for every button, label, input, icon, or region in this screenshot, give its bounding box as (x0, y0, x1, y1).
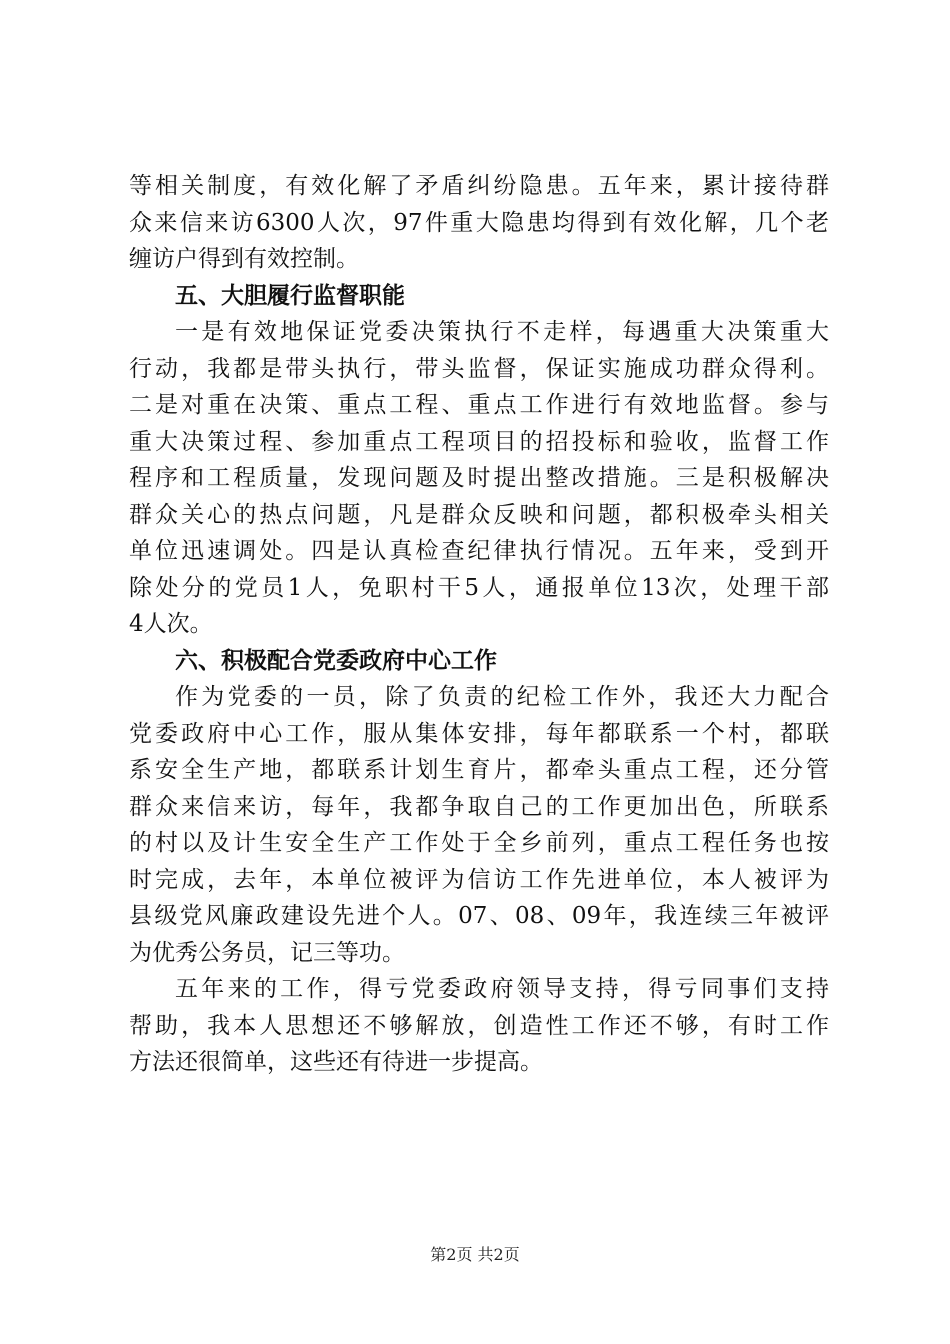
text-line: 程序和工程质量，发现问题及时提出整改措施。三是积极解决 (129, 465, 829, 491)
text-line: 为优秀公务员，记三等功。 (129, 939, 405, 966)
section-heading-six: 六、积极配合党委政府中心工作 (175, 647, 497, 674)
text-line: 群众来信来访，每年，我都争取自己的工作更加出色，所联系 (129, 793, 829, 820)
paragraph-supervision (129, 314, 829, 643)
text-line: 行动，我都是带头执行，带头监督，保证实施成功群众得利。 (129, 355, 829, 382)
text-line: 除处分的党员1人，免职村干5人，通报单位13次，处理干部 (129, 574, 829, 601)
text-line: 作为党委的一员，除了负责的纪检工作外，我还大力配合 (175, 684, 829, 710)
page-footer (0, 1242, 950, 1265)
document-body (129, 168, 829, 1081)
text-line: 方法还很简单，这些还有待进一步提高。 (129, 1049, 543, 1075)
text-line: 帮助，我本人思想还不够解放，创造性工作还不够，有时工作 (129, 1012, 829, 1039)
text-line: 系安全生产地，都联系计划生育片，都牵头重点工程，还分管 (129, 757, 829, 783)
paragraph-intro (129, 168, 829, 278)
text-line: 等相关制度，有效化解了矛盾纠纷隐患。五年来，累计接待群 (129, 173, 829, 199)
text-line: 群众关心的热点问题，凡是群众反映和问题，都积极牵头相关 (129, 501, 829, 528)
paragraph-conclusion (129, 971, 829, 1081)
text-line: 的村以及计生安全生产工作处于全乡前列，重点工程任务也按 (129, 830, 829, 856)
text-line: 一是有效地保证党委决策执行不走样，每遇重大决策重大 (175, 319, 829, 345)
text-line: 单位迅速调处。四是认真检查纪律执行情况。五年来，受到开 (129, 538, 829, 564)
text-line: 重大决策过程、参加重点工程项目的招投标和验收，监督工作 (129, 428, 829, 455)
text-line: 缠访户得到有效控制。 (129, 246, 359, 272)
paragraph-cooperation (129, 679, 829, 971)
text-line: 县级党风廉政建设先进个人。07、08、09年，我连续三年被评 (129, 903, 829, 929)
section-heading-five: 五、大胆履行监督职能 (175, 282, 405, 309)
page-number-label: 第2页 共2页 (430, 1245, 520, 1264)
text-line: 4人次。 (129, 611, 213, 637)
text-line: 时完成，去年，本单位被评为信访工作先进单位，本人被评为 (129, 866, 829, 893)
text-line: 党委政府中心工作，服从集体安排，每年都联系一个村，都联 (129, 720, 829, 747)
text-line: 众来信来访6300人次，97件重大隐患均得到有效化解，几个老 (129, 209, 829, 236)
text-line: 五年来的工作，得亏党委政府领导支持，得亏同事们支持 (175, 976, 829, 1002)
text-line: 二是对重在决策、重点工程、重点工作进行有效地监督。参与 (129, 392, 829, 418)
